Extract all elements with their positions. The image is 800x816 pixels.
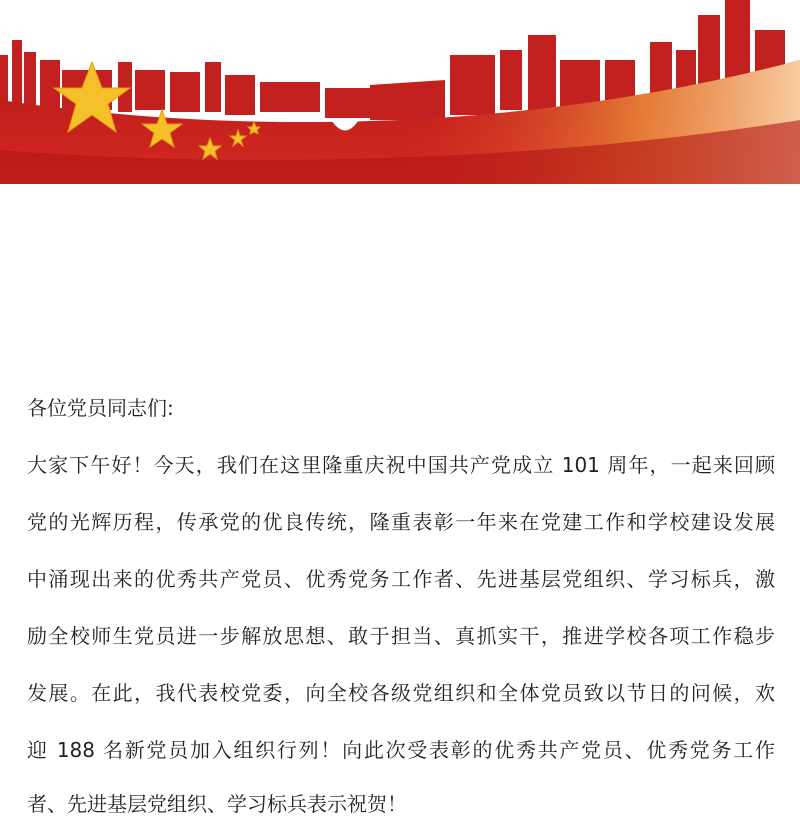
body-line: 发展。在此，我代表校党委，向全校各级党组织和全体党员致以节日的问候，欢 xyxy=(27,681,775,705)
body-line: 励全校师生党员进一步解放思想、敢于担当、真抓实干，推进学校各项工作稳步 xyxy=(27,624,775,648)
body-line: 者、先进基层党组织、学习标兵表示祝贺！ xyxy=(27,792,407,816)
body-line: 党的光辉历程，传承党的优良传统，隆重表彰一年来在党建工作和学校建设发展 xyxy=(27,510,775,534)
body-line: 大家下午好！今天，我们在这里隆重庆祝中国共产党成立 101 周年，一起来回顾 xyxy=(27,453,775,477)
body-line: 迎 188 名新党员加入组织行列！向此次受表彰的优秀共产党员、优秀党务工作 xyxy=(27,738,775,762)
header-banner-skyline xyxy=(0,0,800,184)
salutation: 各位党员同志们: xyxy=(27,396,174,420)
body-line: 中涌现出来的优秀共产党员、优秀党务工作者、先进基层党组织、学习标兵，激 xyxy=(27,567,775,591)
